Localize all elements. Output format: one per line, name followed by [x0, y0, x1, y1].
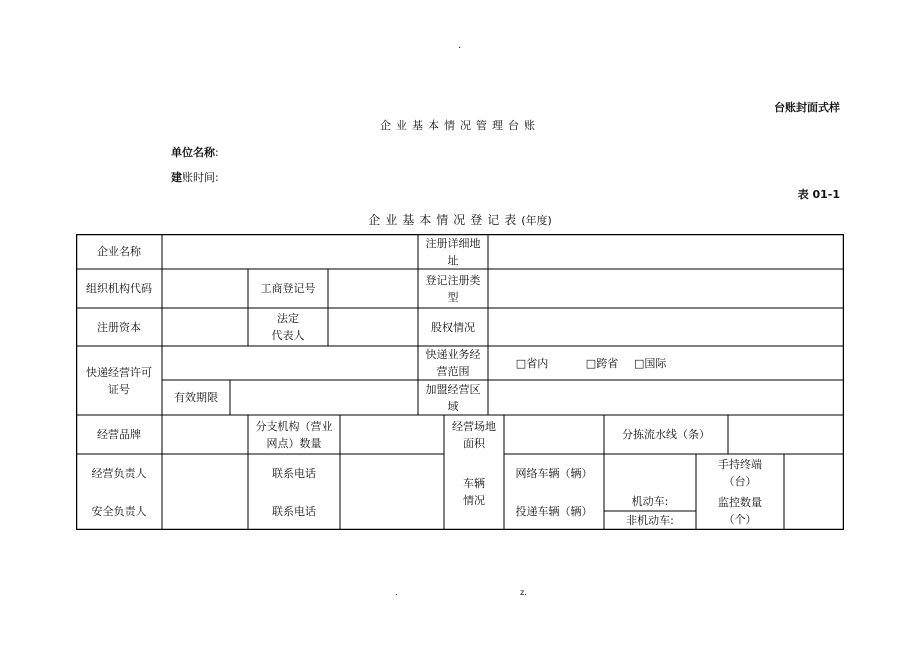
biz-scope-line1: 快递业务经 [425, 348, 481, 361]
reg-type-label [418, 269, 488, 308]
handheld-line2: （台） [723, 475, 757, 488]
table-number: 表 01-1 [797, 188, 840, 201]
reg-capital-value[interactable] [162, 308, 248, 346]
brand-label: 经营品牌 [97, 428, 141, 441]
site-area-value[interactable] [504, 415, 604, 454]
vehicle-label [444, 454, 504, 530]
monitor-line2: （个） [723, 513, 757, 526]
contact-phone-value-2[interactable] [340, 492, 444, 530]
license-no-value[interactable] [162, 346, 418, 380]
license-line2: 证号 [108, 382, 130, 396]
biz-reg-no-label: 工商登记号 [260, 282, 316, 295]
registration-table [76, 234, 844, 530]
footer-dot: . [395, 588, 398, 597]
biz-reg-no-value[interactable] [328, 269, 418, 308]
sorting-lines-value[interactable] [728, 415, 844, 454]
handheld-label [696, 454, 784, 492]
branch-count-label [248, 415, 340, 454]
franchise-line2: 域 [447, 399, 459, 413]
top-dot: . [458, 40, 462, 51]
main-title: 企业基本情况管理台账 [380, 119, 540, 132]
safety-manager-value[interactable] [162, 492, 248, 530]
reg-type-value[interactable] [488, 269, 844, 308]
site-area-label [444, 415, 504, 454]
unit-name-label: 单位名称 [171, 146, 215, 159]
legal-rep-line1: 法定 [277, 312, 299, 325]
legal-rep-label [248, 308, 328, 346]
unit-name-field [171, 144, 219, 160]
org-code-label: 组织机构代码 [86, 282, 152, 295]
company-name-value[interactable] [162, 234, 418, 269]
vehicle-line1: 车辆 [463, 477, 485, 490]
reg-capital-label: 注册资本 [97, 320, 141, 334]
sub-title-text: 企业基本情况登记表 [368, 213, 522, 227]
setup-time-label: 账时间: [182, 171, 219, 184]
reg-address-label [418, 234, 488, 269]
legal-rep-line2: 代表人 [271, 329, 305, 342]
reg-type-line1: 登记注册类 [425, 273, 481, 287]
sub-title [0, 211, 920, 228]
legal-rep-value[interactable] [328, 308, 418, 346]
motor-vehicle-label: 机动车: [631, 495, 669, 508]
handheld-value[interactable] [784, 454, 844, 492]
reg-address-value[interactable] [488, 234, 844, 269]
monitor-count-label [696, 492, 784, 530]
network-vehicles-label: 网络车辆（辆） [515, 466, 593, 480]
footer-page-mark: z. [520, 588, 527, 597]
setup-time-field [171, 169, 219, 185]
company-name-label: 企业名称 [97, 245, 141, 258]
sorting-lines-label: 分拣流水线（条） [622, 428, 710, 441]
safety-manager-label: 安全负责人 [91, 504, 147, 518]
site-area-line1: 经营场地 [452, 419, 496, 433]
valid-period-label: 有效期限 [174, 391, 218, 404]
setup-time-label-bold: 建 [171, 171, 182, 184]
scope-option-cross-province[interactable]: □跨省 [585, 356, 619, 370]
biz-manager-label: 经营负责人 [91, 466, 147, 480]
monitor-count-value[interactable] [784, 492, 844, 530]
delivery-vehicles-label: 投递车辆（辆） [515, 504, 593, 518]
contact-phone-label-1: 联系电话 [272, 466, 316, 480]
reg-address-line2: 址 [447, 253, 459, 267]
branch-count-value[interactable] [340, 415, 444, 454]
license-line1: 快递经营许可 [86, 365, 152, 379]
franchise-area-value[interactable] [488, 380, 844, 415]
network-vehicles-value[interactable] [604, 454, 696, 492]
franchise-line1: 加盟经营区 [425, 382, 481, 396]
license-no-label [76, 346, 162, 415]
vehicle-line2: 情况 [463, 494, 485, 507]
biz-manager-value[interactable] [162, 454, 248, 492]
equity-value[interactable] [488, 308, 844, 346]
valid-period-value[interactable] [230, 380, 418, 415]
reg-address-line1: 注册详细地 [425, 236, 481, 250]
contact-phone-value-1[interactable] [340, 454, 444, 492]
handheld-line1: 手持终端 [718, 458, 762, 471]
biz-scope-line2: 营范围 [436, 365, 470, 378]
brand-value[interactable] [162, 415, 248, 454]
franchise-area-label [418, 380, 488, 415]
monitor-line1: 监控数量 [718, 496, 762, 509]
sub-title-year: (年度) [521, 214, 552, 227]
biz-scope-label [418, 346, 488, 380]
contact-phone-label-2: 联系电话 [272, 504, 316, 518]
scope-option-international[interactable]: □国际 [634, 356, 667, 370]
org-code-value[interactable] [162, 269, 248, 308]
equity-label: 股权情况 [431, 320, 475, 334]
branch-line2: 网点）数量 [266, 436, 322, 450]
scope-option-province[interactable]: □省内 [515, 356, 549, 370]
reg-type-line2: 型 [447, 290, 459, 304]
site-area-line2: 面积 [463, 436, 485, 450]
non-motor-vehicle-label: 非机动车: [626, 514, 674, 527]
unit-name-colon: : [215, 146, 219, 159]
cover-style-tag: 台账封面式样 [774, 101, 840, 114]
branch-line1: 分支机构（营业 [255, 419, 333, 433]
biz-scope-options [494, 346, 844, 380]
